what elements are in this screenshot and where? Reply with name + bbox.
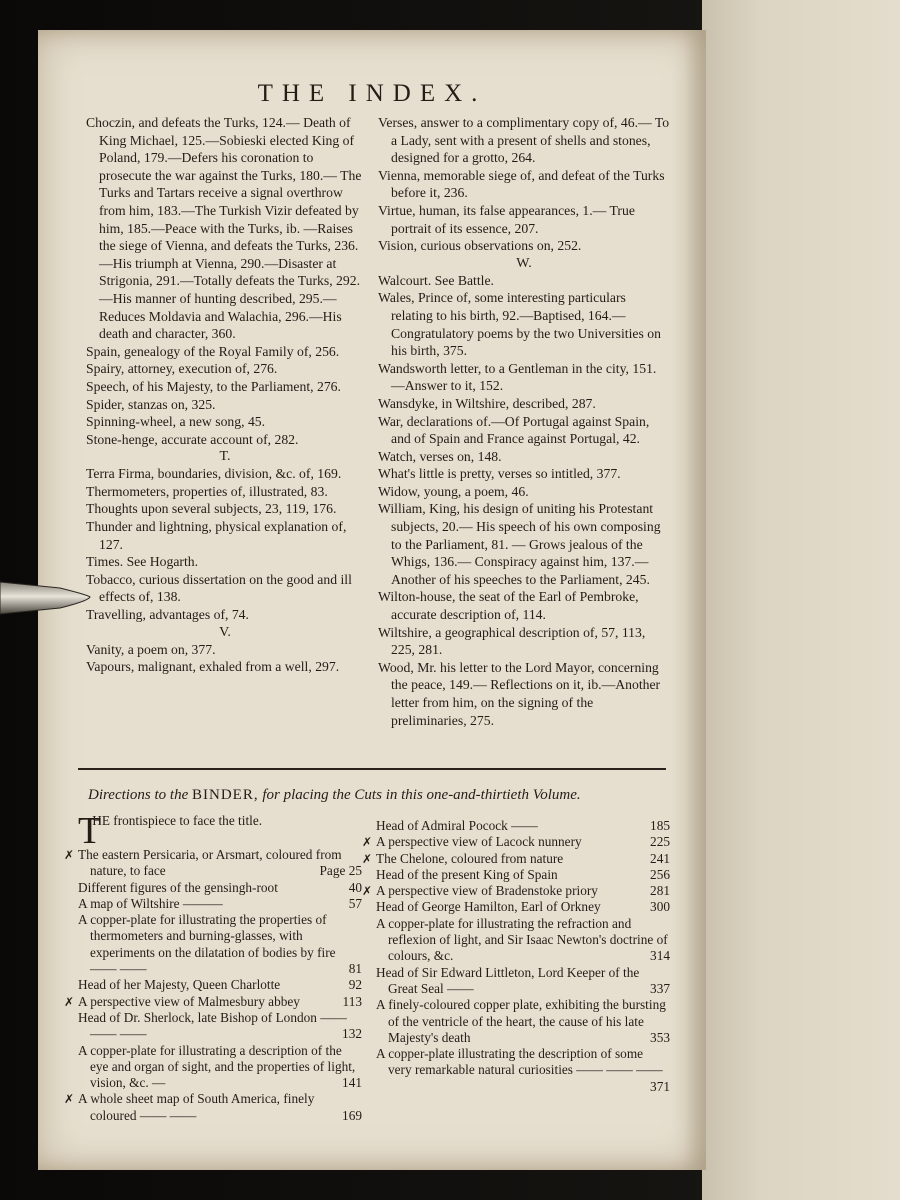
index-entry: Vision, curious observations on, 252. bbox=[378, 238, 582, 254]
cut-description: A map of Wiltshire ——— bbox=[78, 895, 223, 911]
index-entry: Speech, of his Majesty, to the Parliament, 276. bbox=[86, 378, 341, 394]
cut-entry bbox=[78, 810, 362, 852]
cut-page-number: 225 bbox=[650, 834, 670, 850]
cut-entry bbox=[78, 1010, 362, 1043]
cut-page-number: 241 bbox=[650, 850, 670, 866]
index-entry: Vanity, a poem on, 377. bbox=[86, 641, 216, 657]
index-entry: Thermometers, properties of, illustrated, 83. bbox=[86, 483, 328, 499]
index-section-letter: T. bbox=[219, 449, 231, 465]
index-entry: Spairy, attorney, execution of, 276. bbox=[86, 361, 278, 377]
index-entry: Wiltshire, a geographical description of, 57, 113, 225, 281. bbox=[378, 624, 646, 658]
cut-entry bbox=[376, 1046, 670, 1095]
cut-description: A perspective view of Lacock nunnery bbox=[376, 834, 582, 850]
index-entry: Terra Firma, boundaries, division, &c. of, 169. bbox=[86, 466, 342, 482]
index-entry: Wandsworth letter, to a Gentleman in the city, 151.—Answer to it, 152. bbox=[378, 360, 657, 394]
index-section-letter: W. bbox=[516, 255, 532, 271]
cut-page-number: 353 bbox=[650, 1029, 670, 1045]
cut-entry bbox=[376, 867, 670, 883]
cut-entry bbox=[78, 1043, 362, 1092]
cut-description: A copper-plate illustrating the description of some very remarkable natural curiosities —— —— —— bbox=[376, 1046, 663, 1078]
cut-description: Different figures of the gensingh-root bbox=[78, 879, 278, 895]
cut-entry bbox=[64, 1091, 362, 1124]
cut-entry bbox=[376, 965, 670, 998]
cut-page-number: 92 bbox=[348, 977, 362, 993]
cut-page-number: 314 bbox=[650, 948, 670, 964]
index-entry: Stone-henge, accurate account of, 282. bbox=[86, 431, 299, 447]
cut-page-number: 141 bbox=[342, 1075, 362, 1091]
index-section-letter: V. bbox=[219, 624, 231, 640]
metal-bookmark bbox=[0, 578, 92, 616]
cut-page-number: 371 bbox=[650, 1078, 670, 1094]
handwritten-check-mark: ✗ bbox=[362, 884, 373, 899]
cut-description: The eastern Persicaria, or Arsmart, coloured from nature, to face bbox=[78, 847, 342, 879]
index-entry: Times. See Hogarth. bbox=[86, 554, 199, 570]
handwritten-check-mark: ✗ bbox=[362, 851, 373, 866]
cuts-column-left bbox=[64, 810, 362, 1124]
index-entry: Verses, answer to a complimentary copy of, 46.— To a Lady, sent with a present of shells and stones, designed for a grotto, 264. bbox=[378, 115, 670, 166]
page-heading: THE INDEX. bbox=[257, 80, 487, 107]
cut-description: Head of Sir Edward Littleton, Lord Keeper of the Great Seal —— bbox=[376, 964, 640, 996]
cut-description: A copper-plate for illustrating the refraction and reflexion of light, and Sir Isaac Newton's doctrine of colours, &c. bbox=[376, 915, 668, 964]
cut-page-number: 281 bbox=[650, 883, 670, 899]
index-entry: Spinning-wheel, a new song, 45. bbox=[86, 414, 266, 430]
book-page bbox=[38, 30, 706, 1170]
index-entry: What's little is pretty, verses so intitled, 377. bbox=[378, 466, 621, 482]
index-column-left bbox=[86, 114, 364, 676]
cut-entry bbox=[362, 883, 670, 899]
cut-page-number: 81 bbox=[348, 961, 362, 977]
cut-description: A whole sheet map of South America, finely coloured —— —— bbox=[78, 1091, 315, 1123]
cuts-column-right bbox=[362, 818, 670, 1095]
cut-page-number: 300 bbox=[650, 899, 670, 915]
cut-description: Head of her Majesty, Queen Charlotte bbox=[78, 977, 281, 993]
cut-description: Head of Admiral Pocock —— bbox=[376, 818, 538, 833]
cut-entry bbox=[78, 880, 362, 896]
index-entry: Spider, stanzas on, 325. bbox=[86, 396, 216, 412]
cut-page-number: 40 bbox=[348, 879, 362, 895]
directions-title-post: for placing the Cuts in this one-and-thirtieth Volume. bbox=[258, 787, 581, 803]
cut-description: HE frontispiece to face the title. bbox=[92, 813, 263, 828]
cut-entry bbox=[376, 818, 670, 834]
cut-entry bbox=[362, 850, 670, 867]
index-entry: Wansdyke, in Wiltshire, described, 287. bbox=[378, 395, 596, 411]
index-entry: Thunder and lightning, physical explanation of, 127. bbox=[86, 519, 347, 552]
handwritten-check-mark: ✗ bbox=[64, 848, 75, 862]
cut-entry bbox=[78, 896, 362, 912]
index-entry: War, declarations of.—Of Portugal against Spain, and of Spain and France against Portugal, 42. bbox=[378, 413, 650, 447]
index-entry: Spain, genealogy of the Royal Family of, 256. bbox=[86, 343, 340, 359]
cut-page-number: 256 bbox=[650, 866, 670, 882]
cut-entry bbox=[362, 834, 670, 850]
cut-entry bbox=[64, 847, 362, 880]
cut-description: A copper-plate for illustrating a description of the eye and organ of sight, and the properties of light, vision, &c. — bbox=[78, 1042, 356, 1091]
cut-page-number: 185 bbox=[650, 818, 670, 833]
cut-page-number: 113 bbox=[342, 993, 362, 1009]
cut-page-number: 337 bbox=[650, 980, 670, 996]
handwritten-check-mark: ✗ bbox=[362, 835, 373, 850]
cut-description: A finely-coloured copper plate, exhibiting the bursting of the ventricle of the heart, the cause of his late Majesty's death bbox=[376, 997, 666, 1045]
cut-description: Head of George Hamilton, Earl of Orkney bbox=[376, 899, 601, 915]
index-entry: Widow, young, a poem, 46. bbox=[378, 483, 529, 499]
directions-title-pre: Directions to the bbox=[88, 787, 193, 803]
drop-cap-letter: T bbox=[78, 810, 102, 852]
index-entry: Wood, Mr. his letter to the Lord Mayor, concerning the peace, 149.— Reflections on it, ib.—Another letter from him, on the signing of the preliminaries, 275. bbox=[378, 659, 661, 728]
index-entry: Wales, Prince of, some interesting particulars relating to his birth, 92.—Baptised, 164.—Congratulatory poems by the two Universities on his birth, 375. bbox=[378, 290, 661, 359]
index-entry: Tobacco, curious dissertation on the good and ill effects of, 138. bbox=[86, 571, 352, 605]
handwritten-check-mark: ✗ bbox=[64, 994, 75, 1009]
cut-description: Head of Dr. Sherlock, late Bishop of London —— —— —— bbox=[78, 1009, 347, 1042]
cut-description: A perspective view of Bradenstoke priory bbox=[376, 883, 598, 899]
cut-description: A copper-plate for illustrating the properties of thermometers and burning-glasses, with experiments on the dilatation of bodies by fire —— —— bbox=[78, 912, 336, 977]
index-column-right bbox=[378, 114, 670, 729]
cut-description: The Chelone, coloured from nature bbox=[376, 850, 564, 866]
directions-title-caps: BINDER, bbox=[192, 787, 259, 803]
section-divider bbox=[78, 768, 666, 770]
index-entry: Wilton-house, the seat of the Earl of Pembroke, accurate description of, 114. bbox=[378, 589, 639, 623]
cut-page-number: 57 bbox=[348, 895, 362, 911]
index-entry: William, King, his design of uniting his Protestant subjects, 20.— His speech of his own composing to the Parliament, 81. — Grows jealous of the Whigs, 136.— Conspiracy against him, 137.—Another of his speeches to the Parliament, 245. bbox=[378, 501, 661, 587]
cut-entry bbox=[78, 977, 362, 993]
facing-page bbox=[702, 0, 900, 1200]
cut-entry bbox=[64, 993, 362, 1010]
index-entry: Virtue, human, its false appearances, 1.— True portrait of its essence, 207. bbox=[378, 202, 635, 236]
index-entry: Walcourt. See Battle. bbox=[378, 272, 494, 288]
index-entry: Choczin, and defeats the Turks, 124.— Death of King Michael, 125.—Sobieski elected King of Poland, 179.—Defers his coronation to prosecute the war against the Turks, 180.— The Turks and Tartars receive a signal overthrow from him, 183.—The Turkish Vizir defeated by him, 185.—Peace with the Turks, ib. —Raises the siege of Vienna, and defeats the Turks, 236.—His triumph at Vienna, 290.—Disaster at Strigonia, 291.—Totally defeats the Turks, 292.—His manner of hunting described, 295.—Reduces Moldavia and Walachia, 296.—His death and character, 360. bbox=[86, 115, 362, 342]
index-entry: Thoughts upon several subjects, 23, 119, 176. bbox=[86, 501, 337, 517]
binder-directions-title bbox=[88, 787, 678, 804]
index-entry: Watch, verses on, 148. bbox=[378, 448, 502, 464]
cut-page-number: 132 bbox=[342, 1026, 362, 1042]
cut-page-number: Page 25 bbox=[319, 863, 362, 879]
index-entry: Travelling, advantages of, 74. bbox=[86, 607, 249, 623]
cut-description: A perspective view of Malmesbury abbey bbox=[78, 993, 300, 1009]
handwritten-check-mark: ✗ bbox=[64, 1092, 75, 1107]
index-entry: Vienna, memorable siege of, and defeat of the Turks before it, 236. bbox=[378, 167, 665, 201]
cut-entry bbox=[376, 899, 670, 915]
cut-entry bbox=[376, 997, 670, 1046]
cut-page-number: 169 bbox=[342, 1107, 362, 1123]
cut-entry bbox=[376, 916, 670, 965]
cut-entry bbox=[78, 912, 362, 977]
index-entry: Vapours, malignant, exhaled from a well, 297. bbox=[86, 659, 340, 675]
cut-description: Head of the present King of Spain bbox=[376, 866, 558, 882]
